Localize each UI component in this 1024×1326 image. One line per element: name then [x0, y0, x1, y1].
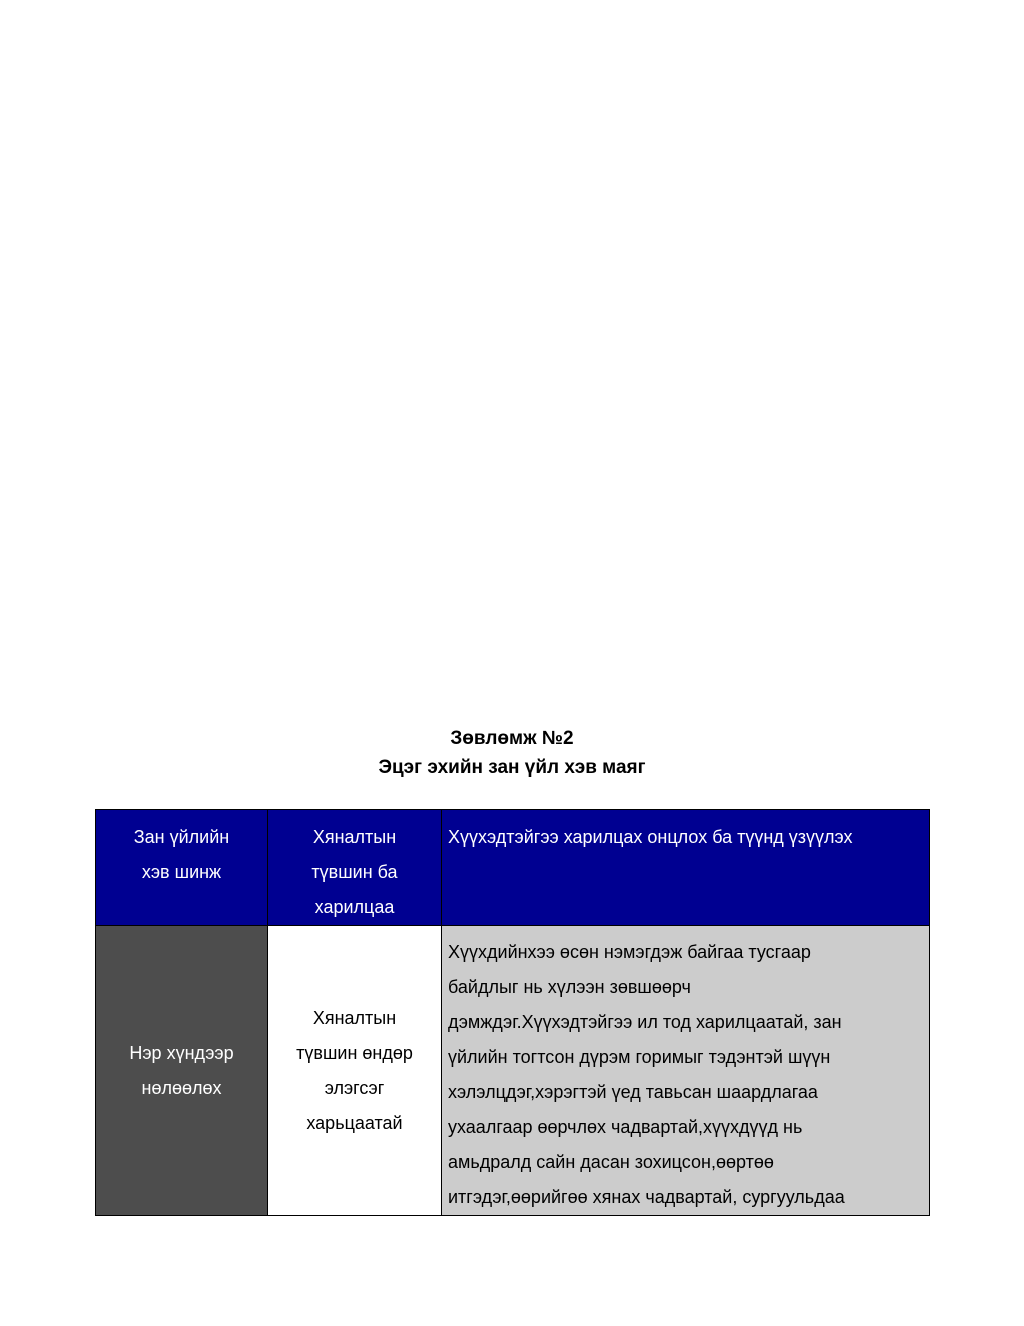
- header-cell-line: Хяналтын: [312, 827, 397, 847]
- header-cell-line: түвшин ба: [311, 862, 398, 882]
- row-cell-communication-features: [442, 926, 930, 1216]
- table-header-row: [96, 810, 930, 926]
- header-cell-control-level: [268, 810, 442, 926]
- row-cell-line: үйлийн тогтсон дүрэм горимыг тэдэнтэй шүүн: [448, 1047, 831, 1067]
- row-cell-line: хэлэлцдэг,хэрэгтэй үед тавьсан шаардлагаа: [448, 1082, 818, 1102]
- row-cell-line: итгэдэг,өөрийгөө хянах чадвартай, сургуульдаа: [448, 1187, 845, 1207]
- heading-title: Зөвлөмж №2: [450, 728, 574, 749]
- row-cell-line: дэмждэг.Хүүхэдтэйгээ ил тод харилцаатай, зан: [448, 1012, 842, 1032]
- row-cell-line: амьдралд сайн дасан зохицсон,өөртөө: [448, 1152, 774, 1172]
- row-cell-line: Хяналтын: [312, 1007, 397, 1028]
- header-cell-line: харилцаа: [314, 897, 395, 917]
- row-cell-control-level: [268, 926, 442, 1216]
- header-cell-style-type: [96, 810, 268, 926]
- document-heading: [0, 724, 1024, 782]
- row-cell-line: элэгсэг: [324, 1077, 385, 1098]
- table-row: [96, 926, 930, 1216]
- header-cell-line: Зан үйлийн: [133, 827, 230, 847]
- header-cell-line: хэв шинж: [141, 862, 222, 882]
- row-cell-line: Хүүхдийнхээ өсөн нэмэгдэж байгаа тусгаар: [448, 942, 811, 962]
- parenting-style-table-container: [95, 809, 929, 1214]
- header-cell-line: Хүүхэдтэйгээ харилцах онцлох ба түүнд үзүүлэх: [448, 827, 853, 847]
- header-cell-communication-features: [442, 810, 930, 926]
- row-cell-line: харьцаатай: [306, 1112, 403, 1133]
- row-cell-line: ухаалгаар өөрчлөх чадвартай,хүүхдүүд нь: [448, 1117, 803, 1137]
- row-cell-style-type: [96, 926, 268, 1216]
- row-cell-line: Нэр хүндээр: [129, 1042, 234, 1063]
- row-cell-line: нөлөөлөх: [141, 1077, 222, 1098]
- heading-subtitle: Эцэг эхийн зан үйл хэв маяг: [378, 757, 646, 778]
- row-cell-line: түвшин өндөр: [296, 1042, 413, 1063]
- parenting-style-table: [95, 809, 930, 1216]
- row-cell-line: байдлыг нь хүлээн зөвшөөрч: [448, 977, 691, 997]
